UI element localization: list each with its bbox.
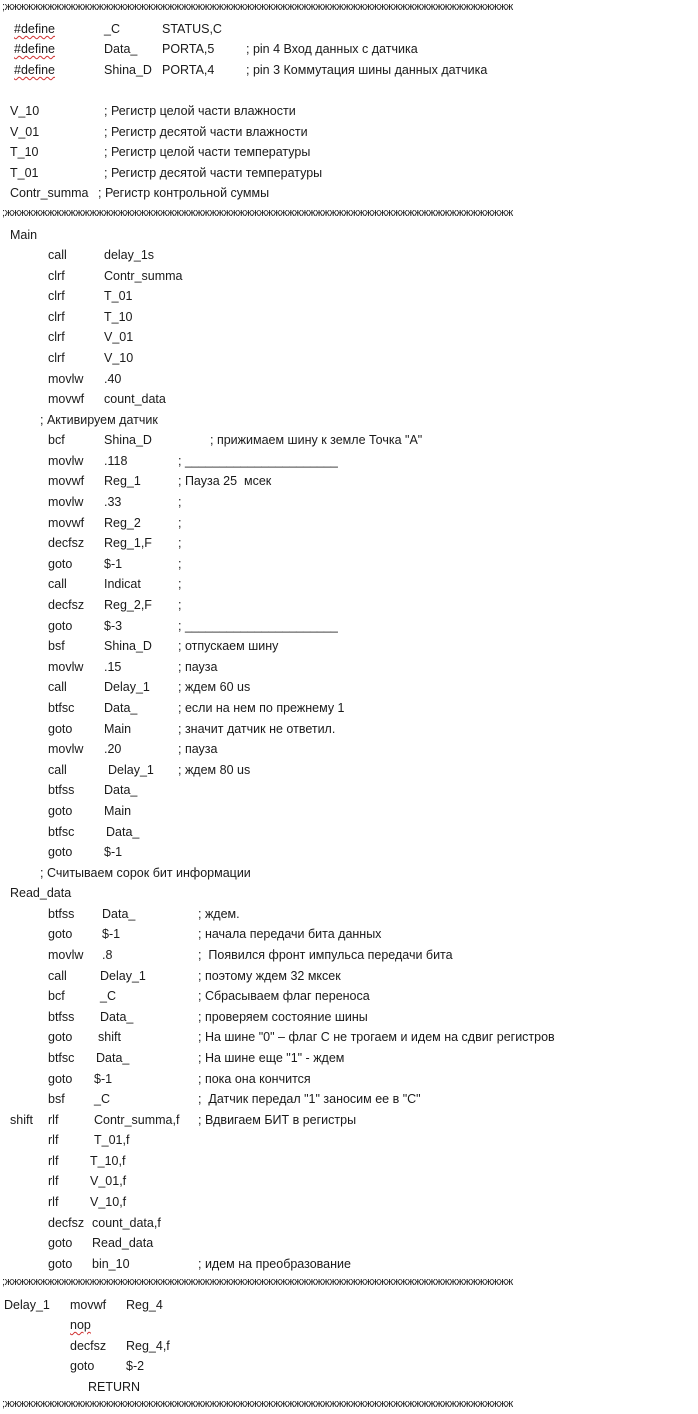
- code-token: ; На шине "0" – флаг С не трогаем и идем на сдвиг регистров: [198, 1030, 555, 1044]
- code-token: Read_data: [10, 886, 72, 900]
- code-token: ; поэтому ждем 32 мксек: [198, 969, 341, 983]
- code-token: _C: [100, 989, 116, 1003]
- code-token: movwf: [48, 392, 85, 406]
- code-token: ; pin 4 Вход данных с датчика: [246, 42, 418, 56]
- code-token: shift: [98, 1030, 121, 1044]
- code-token: goto: [70, 1359, 95, 1373]
- code-token: ;: [178, 536, 182, 550]
- code-token: ; Регистр десятой части влажности: [104, 125, 308, 139]
- code-token: .118: [104, 454, 128, 468]
- code-token: movwf: [48, 516, 85, 530]
- separator-line: ;жжжжжжжжжжжжжжжжжжжжжжжжжжжжжжжжжжжжжжжжжжжжжжжжжжжжжжжжжжжжжжжжжжжжжжжж: [2, 1398, 513, 1410]
- code-token: Main: [104, 722, 132, 736]
- code-token: call: [48, 577, 67, 591]
- code-token: ; проверяем состояние шины: [198, 1010, 368, 1024]
- code-token: T_01: [104, 289, 133, 303]
- code-token: btfsc: [48, 701, 75, 715]
- code-token: rlf: [48, 1113, 59, 1127]
- code-token: movlw: [48, 372, 84, 386]
- code-token: .15: [104, 660, 122, 674]
- code-token: goto: [48, 1072, 73, 1086]
- code-token: V_10: [104, 351, 134, 365]
- code-token: Data_: [96, 1051, 130, 1065]
- code-token: V_01,f: [90, 1174, 127, 1188]
- code-token: ; Пауза 25 мсек: [178, 474, 272, 488]
- code-token: clrf: [48, 351, 65, 365]
- code-token: ;: [178, 516, 182, 530]
- code-token: bsf: [48, 1092, 65, 1106]
- code-token: Delay_1: [104, 680, 150, 694]
- code-token: Contr_summa: [104, 269, 183, 283]
- code-token: clrf: [48, 269, 65, 283]
- code-token: PORTA,5: [162, 42, 215, 56]
- code-token: Reg_4,f: [126, 1339, 170, 1353]
- code-token: Shina_D: [104, 63, 152, 77]
- code-token: bcf: [48, 989, 65, 1003]
- code-token: movlw: [48, 948, 84, 962]
- code-token: #define: [14, 42, 56, 56]
- code-token: ; Регистр контрольной суммы: [98, 186, 270, 200]
- code-token: goto: [48, 804, 73, 818]
- code-token: clrf: [48, 310, 65, 324]
- code-token: call: [48, 248, 67, 262]
- code-token: .20: [104, 742, 122, 756]
- code-token: ; пауза: [178, 660, 218, 674]
- code-token: bcf: [48, 433, 65, 447]
- code-token: ; ______________________: [178, 619, 338, 633]
- code-token: ; Появился фронт импульса передачи бита: [198, 948, 453, 962]
- code-token: decfsz: [48, 598, 85, 612]
- code-token: Shina_D: [104, 433, 152, 447]
- code-token: ; идем на преобразование: [198, 1257, 351, 1271]
- code-token: bsf: [48, 639, 65, 653]
- code-token: STATUS,C: [162, 22, 222, 36]
- code-token: movlw: [48, 660, 84, 674]
- code-token: goto: [48, 1030, 73, 1044]
- code-token: ; ждем 80 us: [178, 763, 251, 777]
- code-token: call: [48, 763, 67, 777]
- code-token: T_10,f: [90, 1154, 126, 1168]
- code-token: Read_data: [92, 1236, 154, 1250]
- code-token: Reg_1,F: [104, 536, 152, 550]
- code-token: ; Считываем сорок бит информации: [40, 866, 251, 880]
- code-token: T_10: [10, 145, 39, 159]
- code-token: ;: [178, 577, 182, 591]
- code-token: Data_: [102, 907, 136, 921]
- code-token: movlw: [48, 742, 84, 756]
- code-token: ; Регистр целой части влажности: [104, 104, 296, 118]
- code-token: ; Сбрасываем флаг переноса: [198, 989, 370, 1003]
- code-token: Data_: [104, 783, 138, 797]
- code-token: ; ______________________: [178, 454, 338, 468]
- code-token: Main: [104, 804, 132, 818]
- code-token: goto: [48, 1236, 73, 1250]
- code-token: ; Регистр целой части температуры: [104, 145, 311, 159]
- code-token: Delay_1: [100, 969, 146, 983]
- code-token: V_10,f: [90, 1195, 127, 1209]
- code-token: goto: [48, 845, 73, 859]
- code-token: ; если на нем по прежнему 1: [178, 701, 345, 715]
- code-token: btfss: [48, 1010, 75, 1024]
- code-token: movwf: [48, 474, 85, 488]
- code-token: .33: [104, 495, 122, 509]
- code-token: ; значит датчик не ответил.: [178, 722, 336, 736]
- code-token: ;: [178, 598, 182, 612]
- code-token: $-1: [104, 557, 123, 571]
- code-token: clrf: [48, 330, 65, 344]
- code-token: ; пауза: [178, 742, 218, 756]
- code-token: rlf: [48, 1174, 59, 1188]
- code-token: .40: [104, 372, 122, 386]
- code-token: T_01: [10, 166, 39, 180]
- code-token: Delay_1: [108, 763, 154, 777]
- code-token: count_data,f: [92, 1216, 161, 1230]
- code-token: rlf: [48, 1154, 59, 1168]
- code-token: goto: [48, 557, 73, 571]
- code-token: Contr_summa,f: [94, 1113, 180, 1127]
- code-token: ; начала передачи бита данных: [198, 927, 382, 941]
- code-token: T_01,f: [94, 1133, 130, 1147]
- code-token: Delay_1: [4, 1298, 50, 1312]
- code-token: ; ждем 60 us: [178, 680, 251, 694]
- code-token: delay_1s: [104, 248, 155, 262]
- code-token: movlw: [48, 454, 84, 468]
- code-token: Contr_summa: [10, 186, 89, 200]
- code-token: V_01: [10, 125, 40, 139]
- code-token: count_data: [104, 392, 166, 406]
- code-token: PORTA,4: [162, 63, 215, 77]
- code-token: ; На шине еще "1" - ждем: [198, 1051, 345, 1065]
- code-token: goto: [48, 927, 73, 941]
- code-token: movlw: [48, 495, 84, 509]
- code-token: RETURN: [88, 1380, 141, 1394]
- code-token: btfsc: [48, 825, 75, 839]
- code-token: rlf: [48, 1195, 59, 1209]
- code-token: _C: [104, 22, 120, 36]
- code-token: shift: [10, 1113, 33, 1127]
- code-token: _C: [94, 1092, 110, 1106]
- code-token: btfss: [48, 907, 75, 921]
- code-token: ; Вдвигаем БИТ в регистры: [198, 1113, 357, 1127]
- code-token: ;: [178, 495, 182, 509]
- code-token: rlf: [48, 1133, 59, 1147]
- code-token: ; прижимаем шину к земле Точка "A": [210, 433, 423, 447]
- code-token: #define: [14, 63, 56, 77]
- code-token: Reg_2: [104, 516, 141, 530]
- code-token: Data_: [106, 825, 140, 839]
- code-token: ; Активируем датчик: [40, 413, 158, 427]
- code-token: Reg_4: [126, 1298, 163, 1312]
- code-token: $-1: [94, 1072, 113, 1086]
- code-token: nop: [70, 1318, 91, 1332]
- code-token: btfsc: [48, 1051, 75, 1065]
- code-token: $-3: [104, 619, 123, 633]
- separator-line: ;жжжжжжжжжжжжжжжжжжжжжжжжжжжжжжжжжжжжжжжжжжжжжжжжжжжжжжжжжжжжжжжжжжжжжжжж: [2, 1276, 513, 1288]
- code-token: Reg_1: [104, 474, 141, 488]
- code-token: Reg_2,F: [104, 598, 152, 612]
- code-token: ; пока она кончится: [198, 1072, 311, 1086]
- code-token: $-2: [126, 1359, 145, 1373]
- code-token: ;: [178, 557, 182, 571]
- separator-line: ;жжжжжжжжжжжжжжжжжжжжжжжжжжжжжжжжжжжжжжжжжжжжжжжжжжжжжжжжжжжжжжжжжжжжжжжж: [2, 207, 513, 219]
- code-token: goto: [48, 1257, 73, 1271]
- code-token: ; ждем.: [198, 907, 240, 921]
- code-token: movwf: [70, 1298, 107, 1312]
- code-token: decfsz: [70, 1339, 107, 1353]
- code-token: ; Регистр десятой части температуры: [104, 166, 323, 180]
- code-token: bin_10: [92, 1257, 130, 1271]
- separator-line: ;жжжжжжжжжжжжжжжжжжжжжжжжжжжжжжжжжжжжжжжжжжжжжжжжжжжжжжжжжжжжжжжжжжжжжжжж: [2, 1, 513, 13]
- code-token: V_10: [10, 104, 40, 118]
- code-token: .8: [102, 948, 113, 962]
- code-token: $-1: [102, 927, 121, 941]
- code-token: Data_: [100, 1010, 134, 1024]
- code-token: clrf: [48, 289, 65, 303]
- code-token: Shina_D: [104, 639, 152, 653]
- code-token: $-1: [104, 845, 123, 859]
- code-token: ; отпускаем шину: [178, 639, 279, 653]
- code-token: T_10: [104, 310, 133, 324]
- code-token: ; Датчик передал "1" заносим ее в "С": [198, 1092, 421, 1106]
- code-token: call: [48, 680, 67, 694]
- code-token: Main: [10, 228, 38, 242]
- code-token: #define: [14, 22, 56, 36]
- code-token: Indicat: [104, 577, 141, 591]
- code-token: call: [48, 969, 67, 983]
- code-token: btfss: [48, 783, 75, 797]
- code-token: Data_: [104, 701, 138, 715]
- code-token: decfsz: [48, 1216, 85, 1230]
- code-token: goto: [48, 619, 73, 633]
- code-token: V_01: [104, 330, 134, 344]
- code-token: goto: [48, 722, 73, 736]
- code-token: decfsz: [48, 536, 85, 550]
- code-token: Data_: [104, 42, 138, 56]
- code-token: ; pin 3 Коммутация шины данных датчика: [246, 63, 488, 77]
